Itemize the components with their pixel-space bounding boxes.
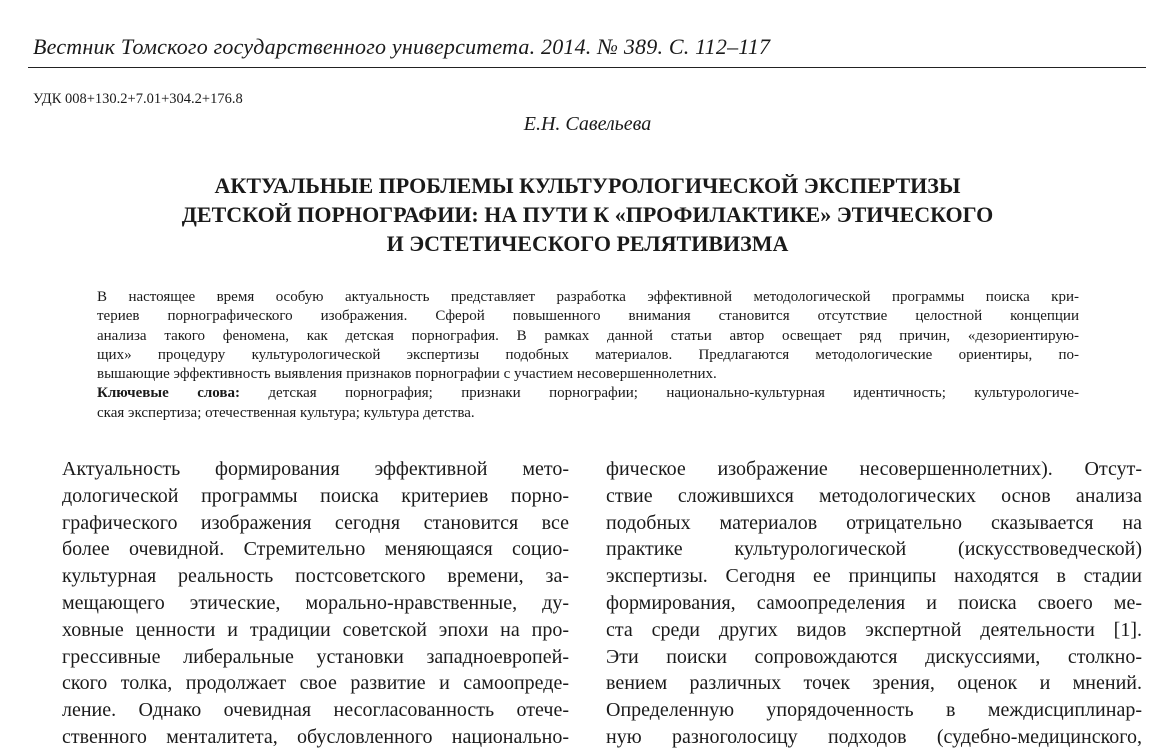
body-line: Актуальность формирования эффективной мето- — [62, 458, 569, 480]
body-line: мещающего этические, морально-нравственные, ду- — [62, 591, 569, 614]
author-name: Е.Н. Савельева — [523, 113, 652, 135]
abstract-line: вышающие эффективность выявления признаков порнографии с участием несовершеннолетних. — [97, 366, 717, 383]
body-line: практике культурологической (искусствоведческой) — [606, 538, 1142, 561]
body-line: ствие сложившихся методологических основ анализа — [606, 484, 1142, 507]
body-line: ление. Однако очевидная несогласованность отече- — [62, 699, 569, 722]
body-line: ховные ценности и традиции советской эпохи на про- — [62, 618, 569, 641]
keywords-text: детская порнография; признаки порнографии; национально-культурная идентичность; культурологиче- — [239, 385, 1079, 402]
body-line: ста среди других видов экспертной деятельности [1]. — [606, 618, 1142, 641]
journal-header: Вестник Томского государственного университета. 2014. № 389. С. 112–117 — [33, 34, 771, 59]
body-column-left — [62, 456, 569, 751]
title-line: И ЭСТЕТИЧЕСКОГО РЕЛЯТИВИЗМА — [386, 231, 789, 256]
keywords-line: ская экспертиза; отечественная культура; культура детства. — [97, 404, 475, 421]
body-line: культурная реальность постсоветского времени, за- — [62, 565, 569, 588]
abstract — [97, 288, 1079, 423]
keywords-line — [97, 384, 1079, 403]
body-line: экспертизы. Сегодня ее принципы находятся в стадии — [606, 565, 1142, 588]
body-line: графического изображения сегодня становится все — [62, 511, 569, 534]
body-line: ную разноголосицу подходов (судебно-медицинского, — [606, 725, 1142, 748]
body-line: дологической программы поиска критериев порно- — [62, 484, 569, 507]
body-line: вением различных точек зрения, оценок и мнений. — [606, 672, 1142, 695]
article-title — [60, 171, 1115, 258]
abstract-line: В настоящее время особую актуальность представляет разработка эффективной методологической программы поиска кри- — [97, 289, 1079, 305]
body-line: грессивные либеральные установки западноевропей- — [62, 645, 569, 668]
body-line: фическое изображение несовершеннолетних). Отсут- — [606, 458, 1142, 480]
title-line: АКТУАЛЬНЫЕ ПРОБЛЕМЫ КУЛЬТУРОЛОГИЧЕСКОЙ ЭКСПЕРТИЗЫ — [214, 173, 961, 198]
body-line: Определенную упорядоченность в междисциплинар- — [606, 699, 1142, 722]
udc-code: УДК 008+130.2+7.01+304.2+176.8 — [33, 91, 243, 107]
abstract-line: щих» процедуру культурологической экспертизы подобных материалов. Предлагаются методологические ориентиры, по- — [97, 346, 1079, 363]
body-column-right — [606, 456, 1142, 751]
abstract-line: анализа такого феномена, как детская порнография. В рамках данной статьи автор освещает ряд причин, «дезориентирую- — [97, 327, 1079, 344]
keywords-label: Ключевые слова: — [97, 385, 240, 402]
body-line: Эти поиски сопровождаются дискуссиями, столкно- — [606, 645, 1142, 668]
header-rule — [28, 67, 1146, 68]
body-line: формирования, самоопределения и поиска своего ме- — [606, 591, 1142, 614]
body-line: ственного менталитета, обусловленного национально- — [62, 725, 569, 748]
abstract-line: териев порнографического изображения. Сферой повышенного внимания становится отсутствие целостной концепции — [97, 308, 1079, 325]
body-line: ского толка, продолжает свое развитие и самоопреде- — [62, 672, 569, 695]
body-line: подобных материалов отрицательно сказывается на — [606, 511, 1142, 534]
title-line: ДЕТСКОЙ ПОРНОГРАФИИ: НА ПУТИ К «ПРОФИЛАКТИКЕ» ЭТИЧЕСКОГО — [181, 202, 994, 227]
body-line: более очевидной. Стремительно меняющаяся социо- — [62, 538, 569, 561]
